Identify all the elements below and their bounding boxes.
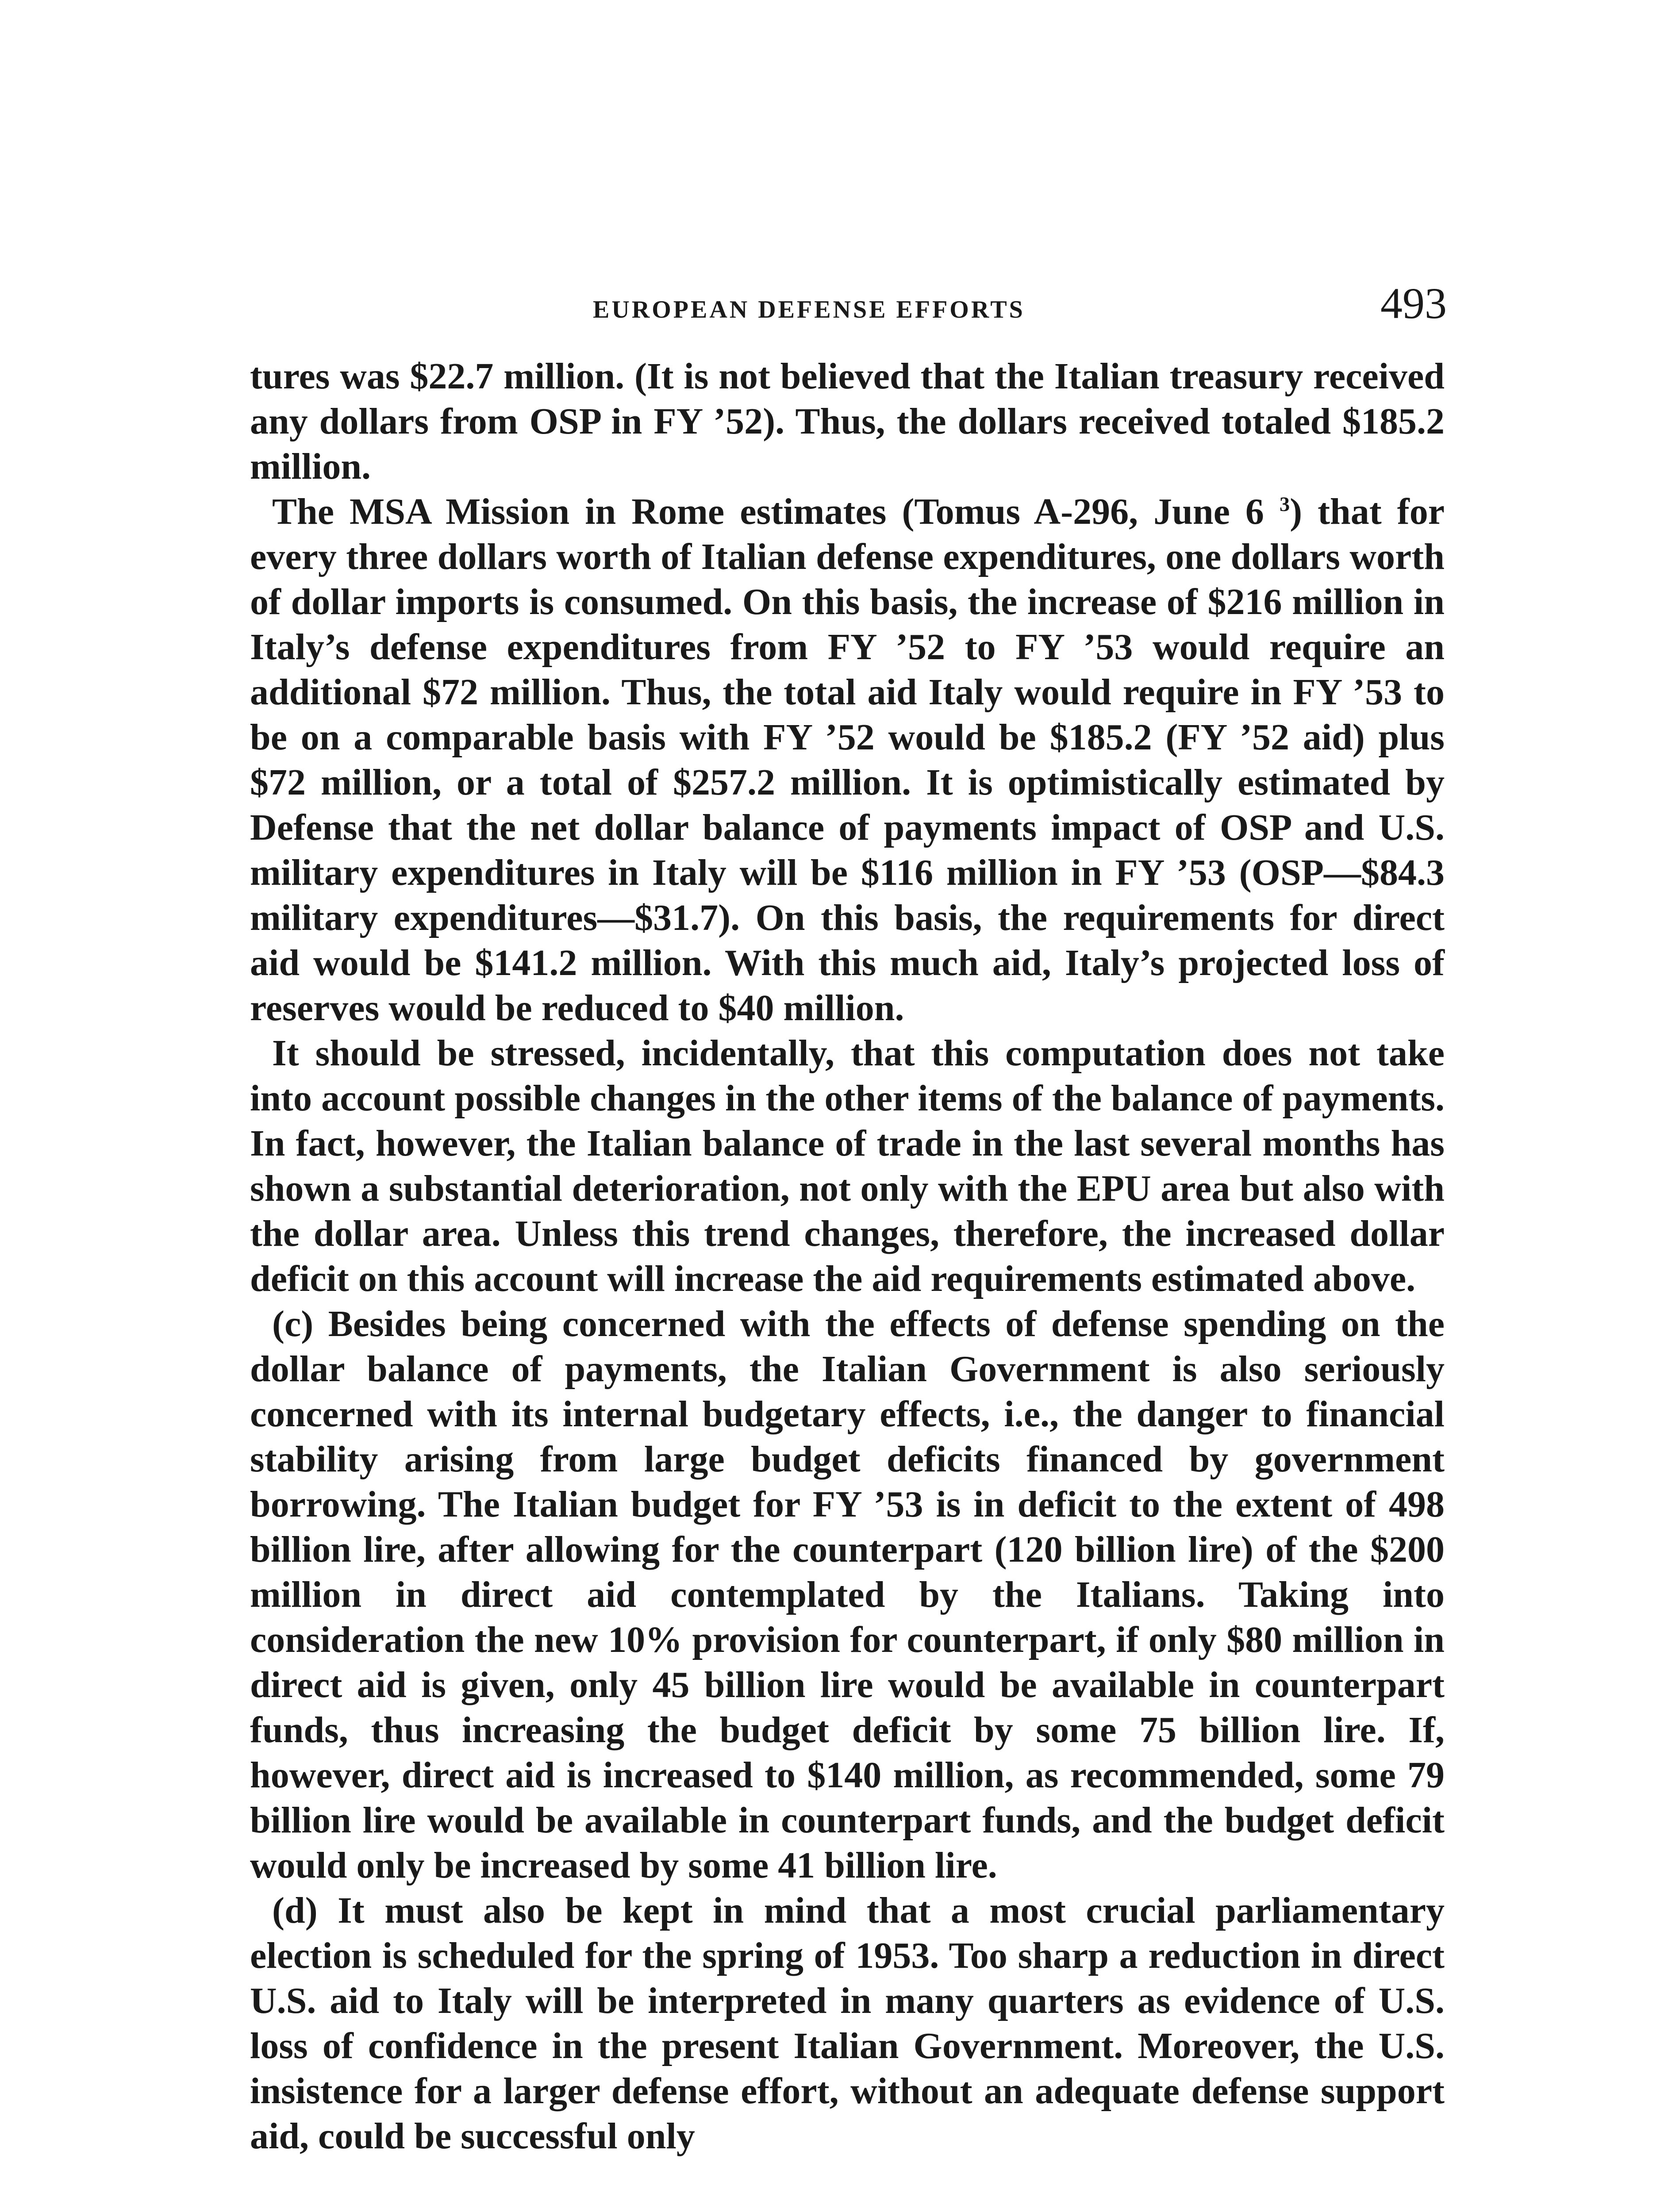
paragraph-3: It should be stressed, incidentally, that this computation does not take into account possible changes in the other items of the balance of payments. In fact, however, the Italian balance of trade in the last several months has shown a substantial deterioration, not only with the EPU area but also with the dollar area. Unless this trend changes, therefore, the increased dollar deficit on this account will increase the aid requirements estimated above. xyxy=(250,1033,1445,1299)
paragraph-2-text-end: ) that for every three dollars worth of Italian defense expenditures, one dollars worth of dollar imports is consumed. On this basis, the increase of $216 million in Italy’s defense expenditures from FY ’52 to FY ’53 would require an additional $72 million. Thus, the total aid Italy would require in FY ’53 to be on a comparable basis with FY ’52 would be $185.2 (FY ’52 aid) plus $72 million, or a total of $257.2 million. It is optimistically estimated by Defense that the net dollar balance of payments impact of OSP and U.S. military expenditures in Italy will be $116 million in FY ’53 (OSP—$84.3 military expenditures—$31.7). On this basis, the requirements for direct aid would be $141.2 million. With this much aid, Italy’s projected loss of reserves would be reduced to $40 million. xyxy=(250,491,1445,1029)
paragraph-4: (c) Besides being concerned with the effects of defense spending on the dollar balance of payments, the Italian Government is also seriously concerned with its internal budgetary effects, i.e., the danger to financial stability arising from large budget deficits financed by government borrowing. The Italian budget for FY ’53 is in deficit to the extent of 498 billion lire, after allowing for the counterpart (120 billion lire) of the $200 million in direct aid contemplated by the Italians. Taking into consideration the new 10% provision for counterpart, if only $80 million in direct aid is given, only 45 billion lire would be available in counterpart funds, thus increasing the budget deficit by some 75 billion lire. If, however, direct aid is increased to $140 million, as recommended, some 79 billion lire would be available in counterpart funds, and the budget deficit would only be increased by some 41 billion lire. xyxy=(250,1303,1445,1886)
paragraph-5: (d) It must also be kept in mind that a most crucial parliamentary election is scheduled for the spring of 1953. Too sharp a reduction in direct U.S. aid to Italy will be interpreted in many quarters as evidence of U.S. loss of confidence in the present Italian Government. Moreover, the U.S. insistence for a larger defense effort, without an adequate defense support aid, could be successful only xyxy=(250,1890,1445,2157)
running-head: EUROPEAN DEFENSE EFFORTS xyxy=(593,296,1025,323)
paragraph-1: tures was $22.7 million. (It is not believed that the Italian treasury received any dollars from OSP in FY ’52). Thus, the dollars received totaled $185.2 million. xyxy=(250,356,1445,487)
footnote-reference: 3 xyxy=(1279,493,1290,515)
paragraph-2 xyxy=(250,489,1445,1031)
paragraph-2-text-start: The MSA Mission in Rome estimates (Tomus A-296, June 6 xyxy=(272,491,1280,532)
page-number: 493 xyxy=(1380,279,1447,328)
body-text xyxy=(250,354,1445,2159)
